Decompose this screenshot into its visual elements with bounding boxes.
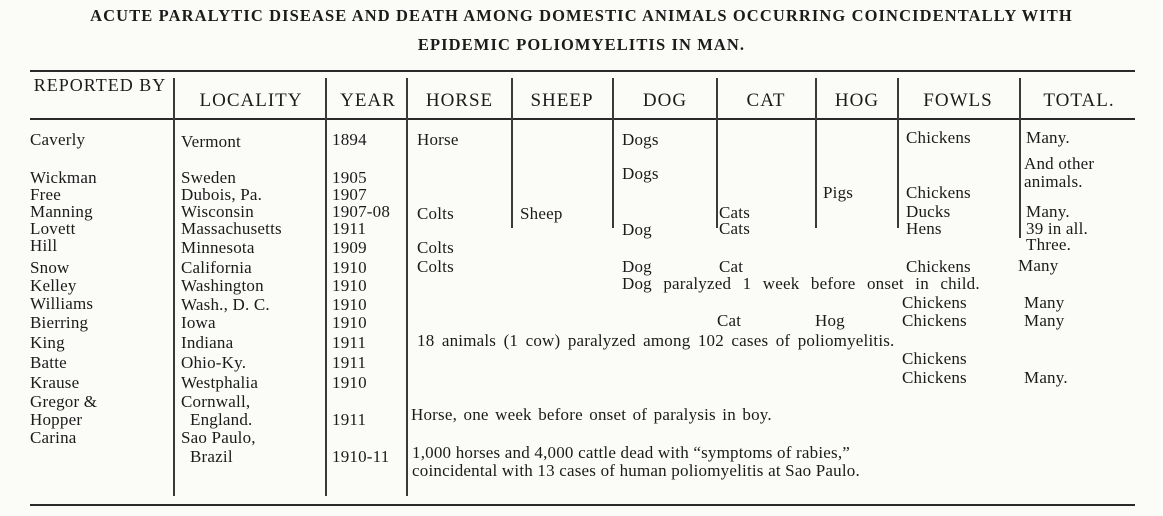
- cell-cat: Cats: [719, 203, 751, 222]
- header-year: YEAR: [340, 90, 396, 111]
- cell-locality: England.: [190, 410, 253, 429]
- note-king: 18 animals (1 cow) paralyzed among 102 cases of poliomyelitis.: [417, 331, 895, 350]
- header-sheep: SHEEP: [530, 90, 594, 111]
- cell-year: 1910: [332, 295, 367, 314]
- cell-reported-by: Manning: [30, 202, 93, 221]
- cell-fowls: Chickens: [906, 128, 971, 147]
- col-divider: [325, 78, 327, 496]
- cell-cat: Cat: [717, 311, 742, 330]
- cell-hog: Pigs: [823, 183, 854, 202]
- note-kelley: Dog paralyzed 1 week before onset in child.: [622, 274, 980, 293]
- col-divider: [511, 78, 513, 228]
- note-carina-line2: coincidental with 13 cases of human poliomyelitis at Sao Paulo.: [412, 461, 860, 480]
- cell-cat: Cat: [719, 257, 744, 276]
- col-divider: [406, 78, 408, 496]
- col-divider: [612, 78, 614, 228]
- cell-reported-by: Batte: [30, 353, 67, 372]
- cell-total: Many.: [1024, 368, 1068, 387]
- cell-dog: Dogs: [622, 164, 659, 183]
- cell-fowls: Hens: [906, 219, 942, 238]
- cell-locality: California: [181, 258, 252, 277]
- header-fowls: FOWLS: [923, 90, 993, 111]
- col-divider: [173, 78, 175, 496]
- table-bottom-rule: [30, 504, 1135, 506]
- cell-horse: Colts: [417, 204, 454, 223]
- cell-year: 1910-11: [332, 447, 390, 466]
- header-cat: CAT: [746, 90, 786, 111]
- cell-locality: Vermont: [181, 132, 241, 151]
- cell-horse: Colts: [417, 257, 454, 276]
- cell-locality: Brazil: [190, 447, 233, 466]
- col-divider: [815, 78, 817, 228]
- cell-fowls: Chickens: [902, 293, 967, 312]
- cell-fowls: Chickens: [906, 183, 971, 202]
- cell-dog: Dogs: [622, 130, 659, 149]
- cell-year: 1910: [332, 258, 367, 277]
- cell-fowls: Chickens: [902, 311, 967, 330]
- header-horse: HORSE: [425, 90, 494, 111]
- cell-reported-by: Wickman: [30, 168, 97, 187]
- cell-reported-by: Snow: [30, 258, 70, 277]
- table-title-line2: EPIDEMIC POLIOMYELITIS IN MAN.: [417, 35, 746, 54]
- cell-locality: Washington: [181, 276, 264, 295]
- table-title-line1: ACUTE PARALYTIC DISEASE AND DEATH AMONG DOMESTIC ANIMALS OCCURRING COINCIDENTALLY WITH: [90, 6, 1073, 25]
- cell-fowls: Chickens: [902, 349, 967, 368]
- cell-year: 1907: [332, 185, 367, 204]
- cell-reported-by: Kelley: [30, 276, 77, 295]
- cell-locality: Massachusetts: [181, 219, 282, 238]
- cell-year: 1911: [332, 219, 367, 238]
- cell-locality: Sao Paulo,: [181, 428, 256, 447]
- cell-reported-by: King: [30, 333, 65, 352]
- cell-total: Three.: [1026, 235, 1072, 254]
- cell-year: 1910: [332, 373, 367, 392]
- header-bottom-rule: [30, 118, 1135, 120]
- cell-total: And other animals.: [1024, 154, 1095, 191]
- cell-reported-by: Free: [30, 185, 62, 204]
- cell-locality: Dubois, Pa.: [181, 185, 263, 204]
- cell-reported-by: Caverly: [30, 130, 86, 149]
- cell-locality: Wisconsin: [181, 202, 254, 221]
- cell-locality: Westphalia: [181, 373, 259, 392]
- note-gregor-hopper: Horse, one week before onset of paralysis in boy.: [411, 405, 772, 424]
- cell-year: 1911: [332, 410, 367, 429]
- cell-reported-by: Williams: [30, 294, 94, 313]
- cell-cat: Cats: [719, 219, 751, 238]
- cell-year: 1910: [332, 276, 367, 295]
- cell-reported-by: Bierring: [30, 313, 89, 332]
- cell-locality: Indiana: [181, 333, 234, 352]
- cell-fowls: Chickens: [902, 368, 967, 387]
- cell-reported-by: Lovett: [30, 219, 76, 238]
- header-top-rule: [30, 70, 1135, 72]
- cell-year: 1910: [332, 313, 367, 332]
- cell-locality: Wash., D. C.: [181, 295, 270, 314]
- cell-reported-by: Gregor &: [30, 392, 98, 411]
- cell-reported-by: Krause: [30, 373, 80, 392]
- cell-reported-by: Carina: [30, 428, 77, 447]
- cell-fowls: Ducks: [906, 202, 951, 221]
- cell-locality: Sweden: [181, 168, 237, 187]
- cell-reported-by: Hopper: [30, 410, 83, 429]
- header-reported-by: REPORTED BY: [33, 75, 167, 95]
- cell-horse: Horse: [417, 130, 459, 149]
- cell-year: 1894: [332, 130, 367, 149]
- cell-dog: Dog: [622, 257, 652, 276]
- cell-total: 39 in all.: [1026, 219, 1088, 238]
- cell-locality: Iowa: [181, 313, 216, 332]
- header-total: TOTAL.: [1043, 90, 1115, 111]
- cell-year: 1911: [332, 353, 367, 372]
- cell-locality: Cornwall,: [181, 392, 251, 411]
- cell-total: Many: [1024, 293, 1065, 312]
- cell-locality: Ohio-Ky.: [181, 353, 247, 372]
- header-locality: LOCALITY: [199, 90, 303, 111]
- cell-total: Many: [1018, 256, 1059, 275]
- cell-sheep: Sheep: [520, 204, 563, 223]
- col-divider: [716, 78, 718, 228]
- cell-reported-by: Hill: [30, 236, 58, 255]
- col-divider: [897, 78, 899, 228]
- cell-locality: Minnesota: [181, 238, 255, 257]
- cell-fowls: Chickens: [906, 257, 971, 276]
- col-divider: [1019, 78, 1021, 238]
- cell-year: 1907-08: [332, 202, 391, 221]
- cell-year: 1911: [332, 333, 367, 352]
- cell-horse: Colts: [417, 238, 454, 257]
- cell-year: 1909: [332, 238, 367, 257]
- header-hog: HOG: [834, 90, 880, 111]
- cell-year: 1905: [332, 168, 367, 187]
- header-dog: DOG: [642, 90, 688, 111]
- cell-hog: Hog: [815, 311, 845, 330]
- cell-total: Many: [1024, 311, 1065, 330]
- cell-total: Many.: [1026, 202, 1070, 221]
- cell-total: Many.: [1026, 128, 1070, 147]
- note-carina-line1: 1,000 horses and 4,000 cattle dead with “symptoms of rabies,”: [412, 443, 851, 462]
- cell-dog: Dog: [622, 220, 652, 239]
